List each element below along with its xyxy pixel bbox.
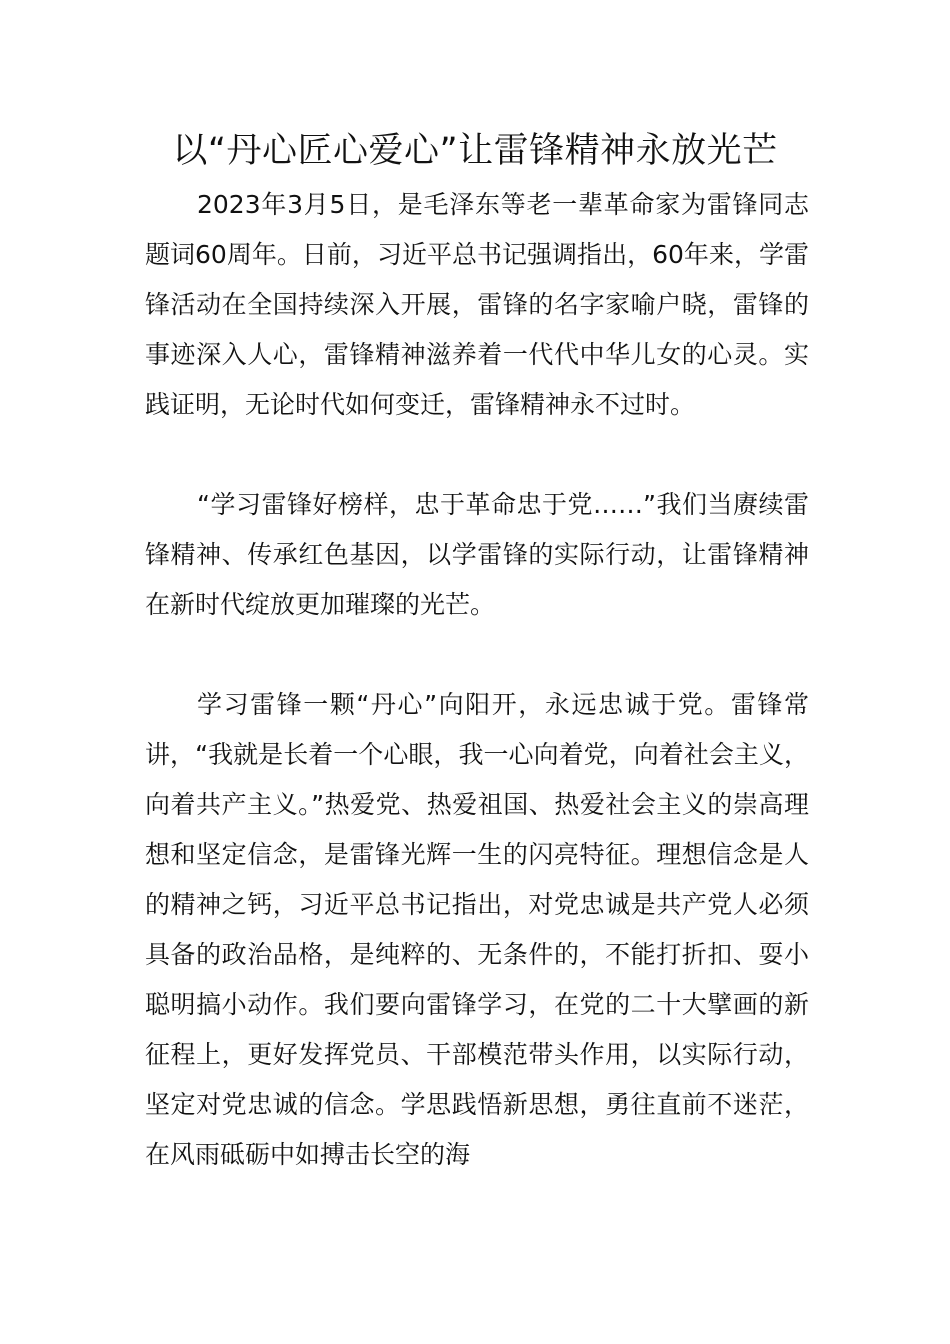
- paragraph-2: “学习雷锋好榜样，忠于革命忠于党……”我们当赓续雷锋精神、传承红色基因，以学雷锋的实际行动，让雷锋精神在新时代绽放更加璀璨的光芒。: [145, 490, 809, 619]
- document-title: 以“丹心匠心爱心”让雷锋精神永放光芒: [172, 131, 778, 171]
- paragraph-spacer: [145, 630, 809, 680]
- paragraph-spacer: [145, 430, 809, 480]
- paragraph-3: 学习雷锋一颗“丹心”向阳开，永远忠诚于党。雷锋常讲，“我就是长着一个心眼，我一心向着党，向着社会主义，向着共产主义。”热爱党、热爱祖国、热爱社会主义的崇高理想和坚定信念，是雷锋光辉一生的闪亮特征。理想信念是人的精神之钙，习近平总书记指出，对党忠诚是共产党人必须具备的政治品格，是纯粹的、无条件的，不能打折扣、耍小聪明搞小动作。我们要向雷锋学习，在党的二十大擘画的新征程上，更好发挥党员、干部模范带头作用，以实际行动，坚定对党忠诚的信念。学思践悟新思想，勇往直前不迷茫，在风雨砥砺中如搏击长空的海: [145, 690, 809, 1169]
- paragraph-1: 2023年3月5日，是毛泽东等老一辈革命家为雷锋同志题词60周年。日前，习近平总书记强调指出，60年来，学雷锋活动在全国持续深入开展，雷锋的名字家喻户晓，雷锋的事迹深入人心，雷锋精神滋养着一代代中华儿女的心灵。实践证明，无论时代如何变迁，雷锋精神永不过时。: [145, 190, 809, 419]
- document-body: [145, 180, 809, 1180]
